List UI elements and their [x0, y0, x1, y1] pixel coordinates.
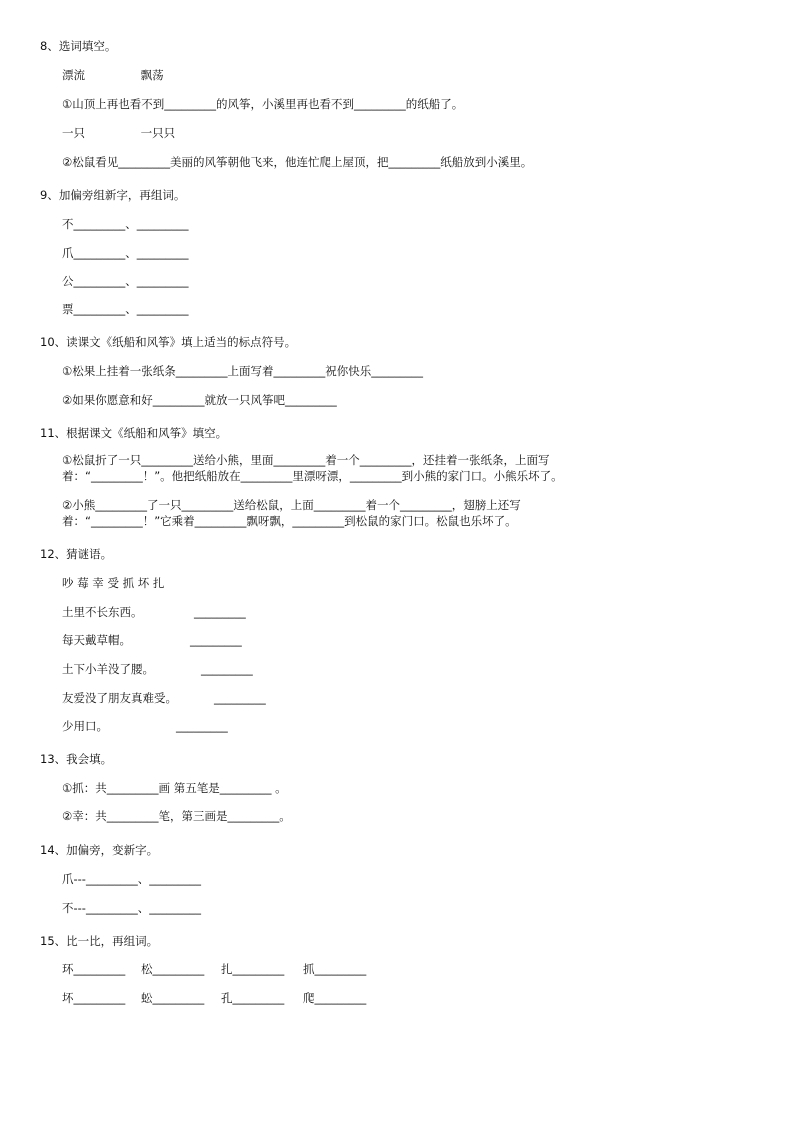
q14-row: 爪---_________、_________: [62, 872, 201, 886]
q8-word-piaodang: 飘荡: [140, 68, 164, 82]
riddle-text: 少用口。: [62, 719, 108, 733]
q12-character-options: 吵 莓 幸 受 抓 坏 扎: [62, 576, 165, 590]
q8-title: 8、选词填空。: [40, 39, 117, 53]
compare-item: 扎_________: [221, 962, 285, 976]
q11-paragraph-1: ①松鼠折了一只_________送给小熊，里面_________着一个_________，还挂着一张纸条，上面写着：“_________！”。他把纸船放在_________里漂呀漂，_________到小熊的家门口。小熊乐坏了。: [62, 453, 563, 483]
riddle-text: 每天戴草帽。: [62, 633, 131, 647]
q8-sentence-1: ①山顶上再也看不到_________的风筝，小溪里再也看不到_________的纸船了。: [62, 97, 464, 111]
riddle-text: 土下小羊没了腰。: [62, 662, 154, 676]
q8-word-piaoliu: 漂流: [62, 68, 85, 82]
q10-sentence-1: ①松果上挂着一张纸条_________上面写着_________祝你快乐_________: [62, 364, 424, 378]
q9-row: 公_________、_________: [62, 274, 189, 288]
q8-sentence-2: ②松鼠看见_________美丽的风筝朝他飞来，他连忙爬上屋顶，把_________纸船放到小溪里。: [62, 155, 533, 169]
q11-title: 11、根据课文《纸船和风筝》填空。: [40, 426, 228, 440]
riddle-text: 友爱没了朋友真难受。: [62, 691, 177, 705]
q9-row: 爪_________、_________: [62, 246, 189, 260]
compare-item: 抓_________: [303, 962, 367, 976]
q12-riddle: [62, 632, 242, 648]
q12-riddle: [62, 604, 246, 620]
riddle-text: 土里不长东西。: [62, 605, 143, 619]
answer-blank: _________: [176, 719, 228, 733]
q13-sentence-1: ①抓：共_________画 第五笔是_________ 。: [62, 781, 287, 795]
q15-title: 15、比一比，再组词。: [40, 934, 159, 948]
q14-title: 14、加偏旁，变新字。: [40, 843, 159, 857]
q9-row: 不_________、_________: [62, 217, 189, 231]
q10-sentence-2: ②如果你愿意和好_________就放一只风筝吧_________: [62, 393, 337, 407]
answer-blank: _________: [190, 633, 242, 647]
q9-row: 票_________、_________: [62, 302, 189, 316]
q8-word-yizhizhi: 一只只: [140, 126, 176, 140]
answer-blank: _________: [194, 605, 246, 619]
q12-title: 12、猜谜语。: [40, 547, 113, 561]
q9-title: 9、加偏旁组新字，再组词。: [40, 188, 186, 202]
compare-item: 爬_________: [303, 991, 367, 1005]
q14-row: 不---_________、_________: [62, 901, 201, 915]
q13-title: 13、我会填。: [40, 752, 113, 766]
compare-item: 蚣_________: [141, 991, 205, 1005]
q12-riddle: [62, 661, 253, 677]
q8-word-options-2: [62, 125, 175, 141]
answer-blank: _________: [214, 691, 266, 705]
q8-word-yizhi: 一只: [62, 126, 85, 140]
compare-item: 孔_________: [221, 991, 285, 1005]
q13-sentence-2: ②幸：共_________笔，第三画是_________。: [62, 809, 291, 823]
answer-blank: _________: [201, 662, 253, 676]
q10-title: 10、读课文《纸船和风筝》填上适当的标点符号。: [40, 335, 297, 349]
q12-riddle: [62, 690, 266, 706]
compare-item: 环_________: [62, 962, 126, 976]
q8-word-options-1: [62, 67, 164, 83]
q12-riddle: [62, 718, 228, 734]
compare-item: 松_________: [141, 962, 205, 976]
q11-paragraph-2: ②小熊_________了一只_________送给松鼠，上面_________着一个_________，翅膀上还写着：“_________！”它乘着_________飘呀飘，_________到松鼠的家门口。松鼠也乐坏了。: [62, 498, 521, 528]
compare-item: 坏_________: [62, 991, 126, 1005]
